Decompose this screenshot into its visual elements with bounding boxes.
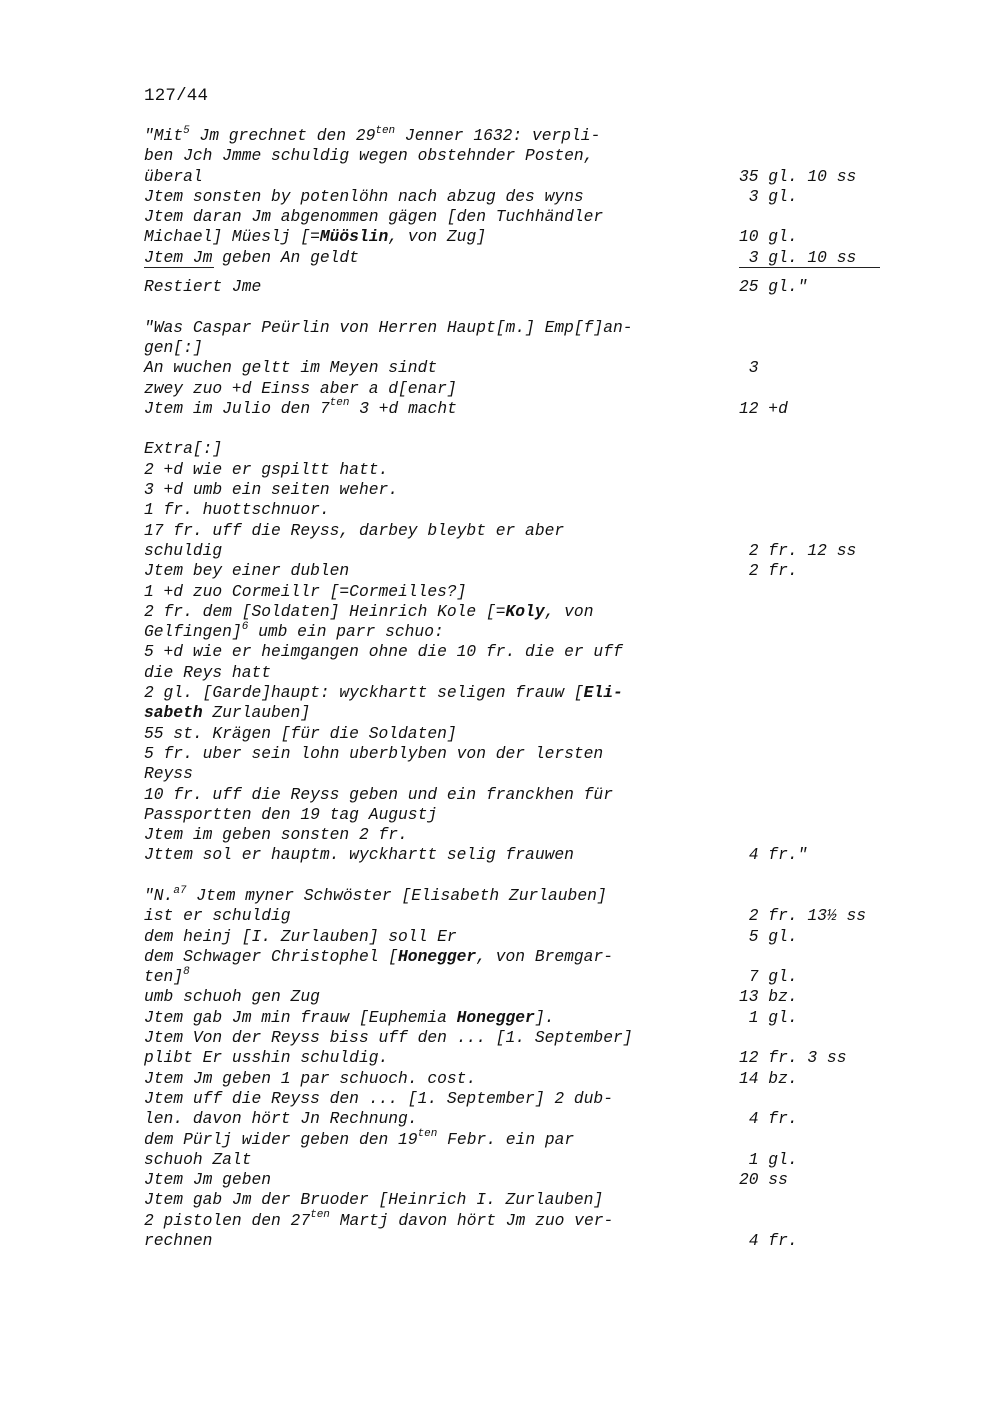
entry-text: ist er schuldig [144,906,291,926]
ledger-section [144,886,904,1251]
entry-text: 10 fr. uff die Reyss geben und ein franckhen für [144,784,613,804]
entry-text: Jtem im geben sonsten 2 fr. [144,825,408,845]
ledger-row [144,207,904,227]
ledger-row [144,318,904,338]
ledger-section [144,318,904,419]
ledger-body [144,126,904,1251]
ledger-row [144,987,904,1007]
ledger-row [144,582,904,602]
ledger-row [144,146,904,166]
ledger-row [144,642,904,662]
entry-text: 17 fr. uff die Reyss, darbey bleybt er aber [144,520,565,540]
ledger-row [144,439,904,459]
entry-text: 5 fr. uber sein lohn uberblyben von der lersten [144,743,604,763]
ledger-row [144,1211,904,1231]
ledger-row [144,947,904,967]
entry-amount: 10 gl. [739,227,798,247]
entry-text: Jtem Von der Reyss biss uff den ... [1. September] [144,1028,633,1048]
entry-text: ten]$^8$ [144,965,190,987]
entry-text: 5 +d wie er heimgangen ohne die 10 fr. die er uff [144,642,623,662]
entry-text: Jtem uff die Reyss den ... [1. September] 2 dub- [144,1088,613,1108]
entry-amount: 1 gl. [739,1007,798,1027]
entry-amount: 13 bz. [739,987,798,1007]
entry-text: schuoh Zalt [144,1149,252,1169]
entry-text: Restiert Jme [144,277,262,297]
ledger-row [144,845,904,865]
section-spacer [144,297,904,317]
entry-text: umb schuoh gen Zug [144,987,320,1007]
rule-line-right [739,267,880,268]
entry-text: Jttem sol er hauptm. wyckhartt selig frauwen [144,845,574,865]
ledger-row [144,248,904,268]
entry-text: überal [144,166,203,186]
entry-text: dem Pürlj wider geben den $19^{ten}$ Febr. ein par [144,1128,575,1149]
ledger-row [144,277,904,297]
entry-amount: 4 fr. [739,1231,798,1251]
ledger-row [144,126,904,146]
entry-amount: 25 gl." [739,277,808,297]
page-number: 127/44 [144,86,209,106]
entry-text: Jtem Jm geben 1 par schuoch. cost. [144,1068,477,1088]
entry-text: Passportten den 19 tag Augustj [144,804,438,824]
entry-text: 1 fr. huottschnuor. [144,500,330,520]
ledger-row [144,927,904,947]
ledger-row [144,1089,904,1109]
entry-amount: 4 fr. [739,1109,798,1129]
entry-text: Jtem Jm geben [144,1170,272,1190]
ledger-row [144,167,904,187]
ledger-row [144,460,904,480]
entry-text: Jtem im Julio den $7^{ten}$ 3 +d macht [144,397,457,418]
entry-text: 2 fr. dem [Soldaten] Heinrich Kole [=Koly, von [144,601,594,621]
entry-amount: 14 bz. [739,1068,798,1088]
ledger-row [144,1028,904,1048]
entry-text: gen[:] [144,337,203,357]
entry-amount: 20 ss [739,1170,788,1190]
entry-text: Jtem bey einer dublen [144,561,350,581]
entry-text: 2 +d wie er gspiltt hatt. [144,459,389,479]
entry-text: dem heinj [I. Zurlauben] soll Er [144,926,457,946]
ledger-section [144,126,904,297]
entry-amount: 7 gl. [739,967,798,987]
entry-text: plibt Er usshin schuldig. [144,1048,389,1068]
ledger-row [144,1231,904,1251]
section-spacer [144,419,904,439]
ledger-row [144,480,904,500]
entry-text: 3 +d umb ein seiten weher. [144,480,399,500]
entry-text: Jtem sonsten by potenlöhn nach abzug des wyns [144,186,584,206]
entry-text: ben Jch Jmme schuldig wegen obstehnder Posten, [144,146,594,166]
entry-text: rechnen [144,1231,213,1251]
entry-text: 55 st. Krägen [für die Soldaten] [144,723,457,743]
entry-amount: 4 fr." [739,845,808,865]
ledger-row [144,187,904,207]
entry-text: Jtem Jm geben An geldt [144,247,359,267]
entry-amount: 2 fr. [739,561,798,581]
ledger-row [144,1170,904,1190]
entry-amount: 2 fr. 12 ss [739,540,857,560]
ledger-row [144,724,904,744]
ledger-row [144,379,904,399]
ledger-row [144,227,904,247]
ledger-row [144,358,904,378]
entry-amount: 2 fr. 13½ ss [739,906,867,926]
ledger-row [144,500,904,520]
entry-amount: 3 [739,358,759,378]
ledger-row [144,1130,904,1150]
entry-text: Jtem gab Jm min frauw [Euphemia Honegger]. [144,1007,555,1027]
entry-text: 1 +d zuo Cormeillr [=Cormeilles?] [144,581,467,601]
ledger-row [144,967,904,987]
section-spacer [144,866,904,886]
ledger-row [144,1069,904,1089]
entry-text: sabeth Zurlauben] [144,703,311,723]
ledger-row [144,622,904,642]
entry-amount: 1 gl. [739,1149,798,1169]
entry-text: len. davon hört Jn Rechnung. [144,1109,418,1129]
entry-text: "Was Caspar Peürlin von Herren Haupt[m.] Emp[f]an- [144,317,633,337]
ledger-row [144,338,904,358]
ledger-row [144,744,904,764]
ledger-row [144,1048,904,1068]
rule-line-left [144,267,214,268]
ledger-row [144,683,904,703]
entry-amount: 3 gl. 10 ss [739,247,857,267]
ledger-row [144,764,904,784]
entry-text: "N.$^{a7}$ Jtem myner Schwöster [Elisabeth Zurlauben] [144,884,607,905]
entry-text: Reyss [144,764,193,784]
ledger-row [144,399,904,419]
entry-text: "Mit$^5$ Jm grechnet den $29^{ten}$ Jenner 1632: verpli- [144,124,601,145]
entry-amount: 12 +d [739,398,788,418]
entry-text: 2 pistolen den $27^{ten}$ Martj davon hört Jm zuo ver- [144,1209,614,1230]
ledger-row [144,1190,904,1210]
ledger-row [144,886,904,906]
ledger-row [144,805,904,825]
ledger-row [144,1008,904,1028]
entry-text: zwey zuo +d Einss aber a d[enar] [144,378,457,398]
ledger-row [144,703,904,723]
entry-text: Jtem gab Jm der Bruoder [Heinrich I. Zurlauben] [144,1190,604,1210]
entry-text: Extra[:] [144,439,223,459]
entry-text: schuldig [144,540,223,560]
ledger-row [144,1150,904,1170]
entry-amount: 5 gl. [739,926,798,946]
entry-text: Jtem daran Jm abgenommen gägen [den Tuchhändler [144,207,604,227]
ledger-row [144,906,904,926]
entry-text: An wuchen geltt im Meyen sindt [144,358,438,378]
ledger-row [144,602,904,622]
entry-text: die Reys hatt [144,662,272,682]
ledger-row [144,1109,904,1129]
ledger-row [144,785,904,805]
ledger-row [144,541,904,561]
sum-rule [144,267,904,277]
ledger-row [144,561,904,581]
entry-text: dem Schwager Christophel [Honegger, von Bremgar- [144,946,613,966]
ledger-row [144,663,904,683]
entry-amount: 12 fr. 3 ss [739,1048,847,1068]
entry-amount: 3 gl. [739,186,798,206]
ledger-row [144,825,904,845]
entry-text: Michael] Müeslj [=Müöslin, von Zug] [144,227,486,247]
entry-amount: 35 gl. 10 ss [739,166,857,186]
ledger-row [144,521,904,541]
ledger-section [144,439,904,865]
entry-text: Gelfingen]$^6$ umb ein parr schuo: [144,620,444,642]
entry-text: 2 gl. [Garde]haupt: wyckhartt seligen frauw [Eli- [144,683,623,703]
